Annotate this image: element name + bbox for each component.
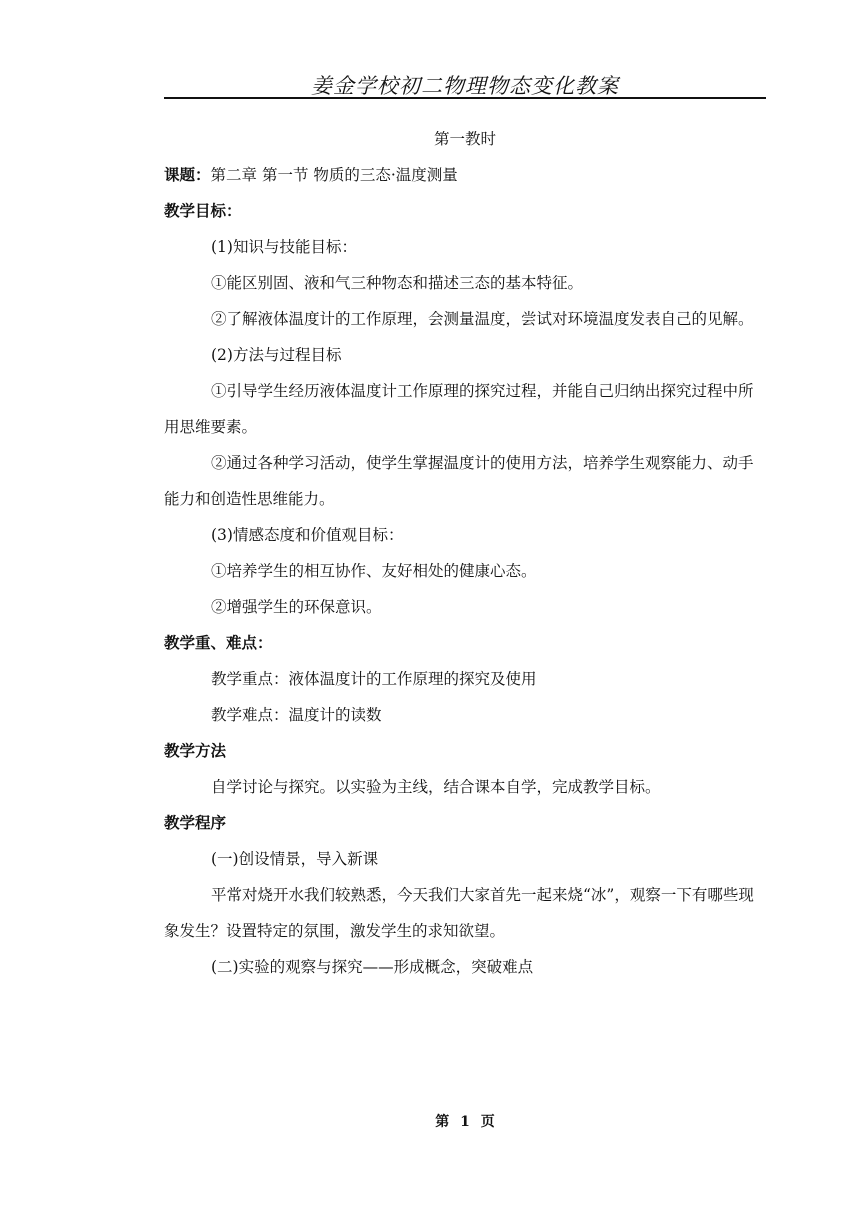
step1-text: 平常对烧开水我们较熟悉，今天我们大家首先一起来烧“冰”，观察一下有哪些现象发生？设置特定的氛围，激发学生的求知欲望。 — [164, 886, 754, 940]
keypoint-text: 教学重点：液体温度计的工作原理的探究及使用 — [211, 670, 537, 688]
topic-text: 第二章 第一节 物质的三态·温度测量 — [210, 166, 458, 184]
lesson-period: 第一教时 — [433, 130, 496, 148]
goal1-item2: ②了解液体温度计的工作原理，会测量温度，尝试对环境温度发表自己的见解。 — [211, 310, 754, 328]
method-heading: 教学方法 — [164, 741, 227, 760]
topic-label: 课题： — [164, 165, 211, 184]
goal3-item2: ②增强学生的环保意识。 — [211, 598, 382, 616]
goal2-item2: ②通过各种学习活动，使学生掌握温度计的使用方法，培养学生观察能力、动手能力和创造性思维能力。 — [164, 454, 754, 508]
difficulty-text: 教学难点：温度计的读数 — [211, 706, 382, 724]
goals-heading: 教学目标： — [164, 201, 242, 220]
goal3-heading: (3)情感态度和价值观目标： — [211, 526, 404, 544]
page-suffix: 页 — [480, 1114, 495, 1130]
goal1-heading: (1)知识与技能目标： — [211, 238, 357, 256]
goal1-item1: ①能区别固、液和气三种物态和描述三态的基本特征。 — [211, 274, 584, 292]
document-header-title: 姜金学校初二物理物态变化教案 — [311, 74, 619, 98]
goal3-item1: ①培养学生的相互协作、友好相处的健康心态。 — [211, 562, 537, 580]
procedure-heading: 教学程序 — [164, 813, 227, 832]
goal2-heading: (2)方法与过程目标 — [211, 346, 342, 364]
goal2-item1: ①引导学生经历液体温度计工作原理的探究过程，并能自己归纳出探究过程中所用思维要素。 — [164, 382, 754, 436]
page-number: 1 — [460, 1114, 470, 1130]
keypoints-heading: 教学重、难点： — [164, 633, 273, 652]
page-number-footer — [164, 1111, 766, 1131]
page-prefix: 第 — [435, 1114, 450, 1130]
step2-heading: (二)实验的观察与探究——形成概念，突破难点 — [211, 958, 534, 976]
document-body — [164, 121, 766, 985]
header-divider — [164, 97, 766, 99]
step1-heading: (一)创设情景，导入新课 — [211, 850, 379, 868]
lesson-topic — [164, 157, 766, 193]
method-text: 自学讨论与探究。以实验为主线，结合课本自学，完成教学目标。 — [211, 778, 661, 796]
